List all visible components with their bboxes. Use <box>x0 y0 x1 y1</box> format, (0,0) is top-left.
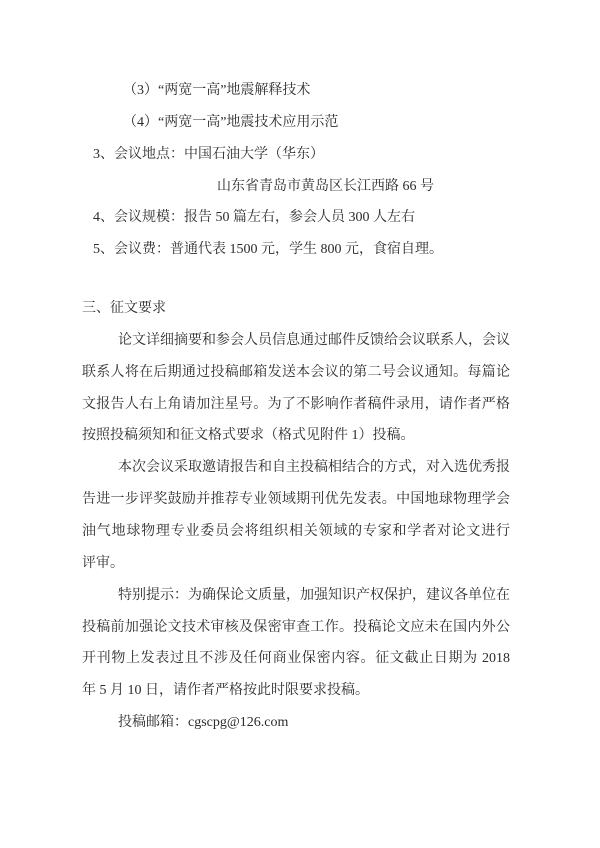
paragraph-special-notice <box>82 580 510 707</box>
paragraph-review-process <box>82 452 510 579</box>
paragraph-line: 年 5 月 10 日，请作者严格按此时限要求投稿。 <box>82 683 369 699</box>
paragraph-line: 开刊物上发表过且不涉及任何商业保密内容。征文截止日期为 2018 <box>82 651 510 667</box>
paragraph-line: 文报告人右上角请加注星号。为了不影响作者稿件录用，请作者严格 <box>82 396 510 412</box>
paragraph-line: 按照投稿须知和征文格式要求（格式见附件 1）投稿。 <box>82 428 415 444</box>
meeting-location-line: 3、会议地点：中国石油大学（华东） <box>93 146 324 162</box>
paragraph-line: 论文详细摘要和参会人员信息通过邮件反馈给会议联系人，会议 <box>118 332 510 348</box>
paragraph-line: 本次会议采取邀请报告和自主投稿相结合的方式，对入选优秀报 <box>118 460 510 476</box>
meeting-scale-line: 4、会议规模：报告 50 篇左右，参会人员 300 人左右 <box>93 210 415 226</box>
paragraph-line: 油气地球物理专业委员会将组织相关领域的专家和学者对论文进行 <box>82 523 510 539</box>
agenda-item-4: （4）“两宽一高”地震技术应用示范 <box>123 114 339 130</box>
meeting-address-line: 山东省青岛市黄岛区长江西路 66 号 <box>217 178 434 194</box>
submission-email-line: 投稿邮箱：cgscpg@126.com <box>118 715 289 731</box>
meeting-fee-line: 5、会议费：普通代表 1500 元，学生 800 元，食宿自理。 <box>93 242 443 258</box>
paragraph-submission-process <box>82 325 510 452</box>
paragraph-line: 特别提示：为确保论文质量，加强知识产权保护，建议各单位在 <box>118 587 510 603</box>
section-heading: 三、征文要求 <box>82 301 166 317</box>
agenda-item-3: （3）“两宽一高”地震解释技术 <box>123 83 311 98</box>
paragraph-line: 评审。 <box>82 555 124 571</box>
paragraph-line: 告进一步评奖鼓励并推荐专业领域期刊优先发表。中国地球物理学会 <box>82 492 510 508</box>
paragraph-line: 联系人将在后期通过投稿邮箱发送本会议的第二号会议通知。每篇论 <box>82 364 510 380</box>
paragraph-line: 投稿前加强论文技术审核及保密审查工作。投稿论文应未在国内外公 <box>82 619 510 635</box>
